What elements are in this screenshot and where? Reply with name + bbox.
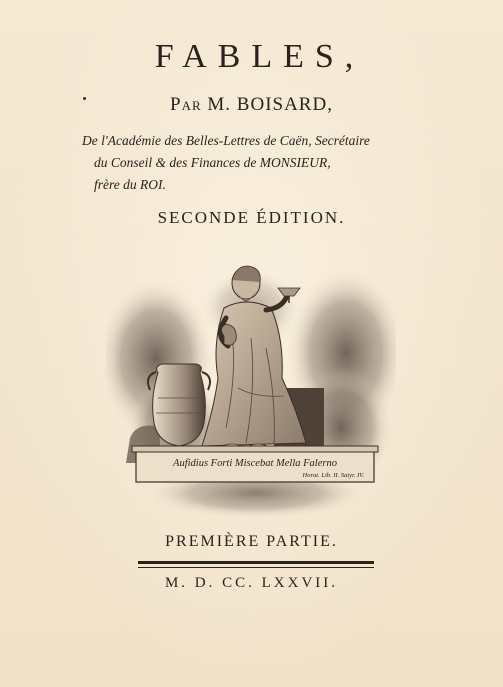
author-credentials-line-2: du Conseil & des Finances de MONSIEUR, [94, 155, 331, 170]
plinth-inscription: Aufidius Forti Miscebat Mella Falerno [173, 458, 337, 469]
edition-label: SECONDE ÉDITION. [157, 208, 346, 227]
double-rule-thick [138, 561, 374, 564]
publication-year: M. D. CC. LXXVII. [164, 575, 339, 591]
plinth-attribution: Horat. Lib. II. Satyr. IV. [302, 472, 364, 479]
part-label: PREMIÈRE PARTIE. [165, 533, 338, 550]
double-rule-thin [138, 567, 374, 568]
author-line: Par M. BOISARD, [170, 94, 333, 115]
inscribed-plinth [132, 446, 378, 482]
author-credentials-line-1: De l'Académie des Belles-Lettres de Caën, Secrétaire [82, 133, 370, 148]
engraved-vignette [106, 248, 396, 518]
author-credentials-line-3: frère du ROI. [94, 177, 166, 192]
book-title: FABLES, [154, 38, 365, 75]
